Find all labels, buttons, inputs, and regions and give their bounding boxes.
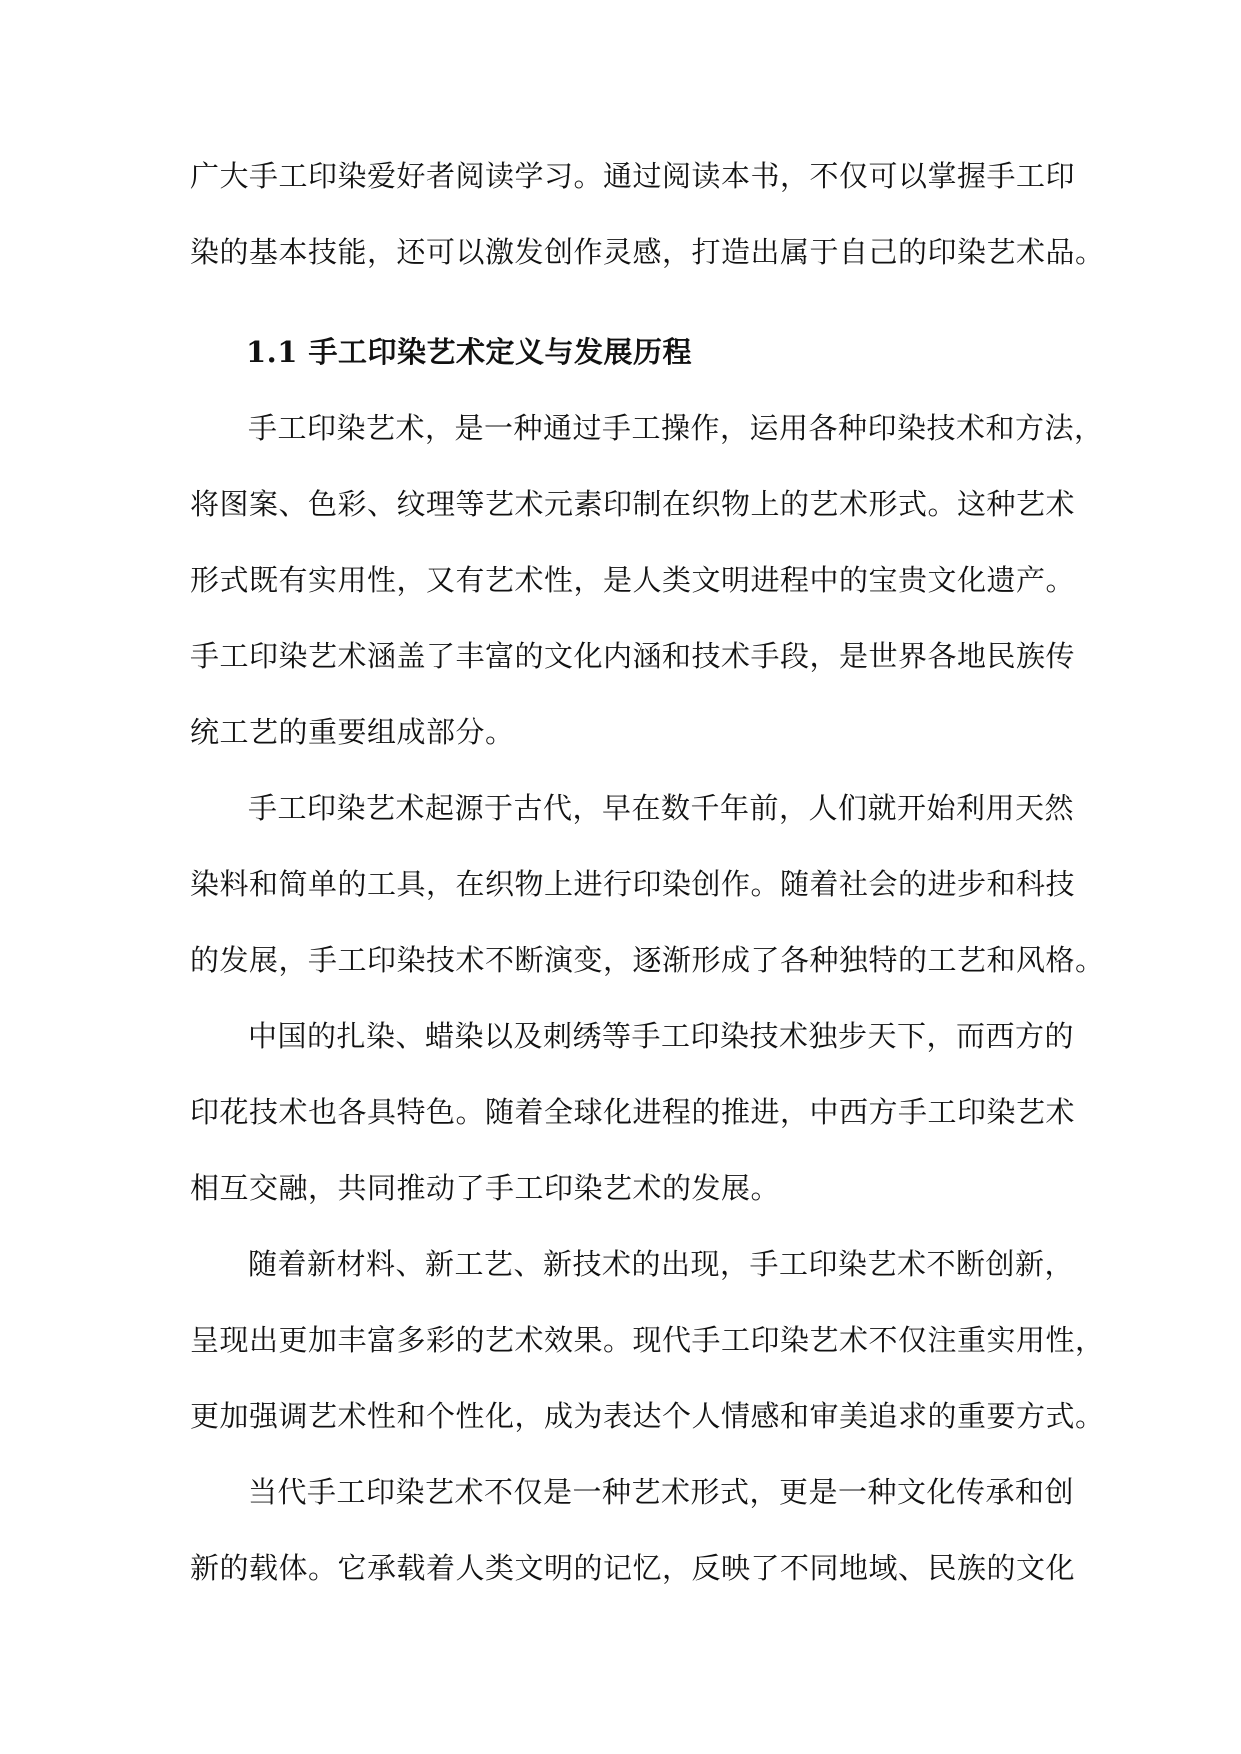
intro-line-1: 广大手工印染爱好者阅读学习。通过阅读本书，不仅可以掌握手工印 (190, 159, 1076, 193)
section-heading: 1.1 手工印染艺术定义与发展历程 (246, 335, 693, 369)
para1-line-2: 将图案、色彩、纹理等艺术元素印制在织物上的艺术形式。这种艺术 (190, 487, 1076, 521)
para5-line-2: 新的载体。它承载着人类文明的记忆，反映了不同地域、民族的文化 (190, 1551, 1076, 1585)
para2-line-1: 手工印染艺术起源于古代，早在数千年前，人们就开始利用天然 (248, 791, 1075, 825)
para1-line-1: 手工印染艺术，是一种通过手工操作，运用各种印染技术和方法， (248, 411, 1104, 445)
para3-line-2: 印花技术也各具特色。随着全球化进程的推进，中西方手工印染艺术 (190, 1095, 1076, 1129)
para4-line-1: 随着新材料、新工艺、新技术的出现，手工印染艺术不断创新， (248, 1247, 1075, 1281)
para2-line-3: 的发展，手工印染技术不断演变，逐渐形成了各种独特的工艺和风格。 (190, 943, 1105, 977)
para1-line-3: 形式既有实用性，又有艺术性，是人类文明进程中的宝贵文化遗产。 (190, 563, 1076, 597)
para3-line-1: 中国的扎染、蜡染以及刺绣等手工印染技术独步天下，而西方的 (248, 1019, 1075, 1053)
intro-line-2: 染的基本技能，还可以激发创作灵感，打造出属于自己的印染艺术品。 (190, 235, 1105, 269)
para4-line-2: 呈现出更加丰富多彩的艺术效果。现代手工印染艺术不仅注重实用性， (190, 1323, 1105, 1357)
para1-line-4: 手工印染艺术涵盖了丰富的文化内涵和技术手段，是世界各地民族传 (190, 639, 1076, 673)
para2-line-2: 染料和简单的工具，在织物上进行印染创作。随着社会的进步和科技 (190, 867, 1076, 901)
para4-line-3: 更加强调艺术性和个性化，成为表达个人情感和审美追求的重要方式。 (190, 1399, 1105, 1433)
document-page (190, 138, 1105, 1606)
para5-line-1: 当代手工印染艺术不仅是一种艺术形式，更是一种文化传承和创 (248, 1475, 1075, 1509)
para1-line-5: 统工艺的重要组成部分。 (190, 715, 515, 749)
para3-line-3: 相互交融，共同推动了手工印染艺术的发展。 (190, 1171, 781, 1205)
